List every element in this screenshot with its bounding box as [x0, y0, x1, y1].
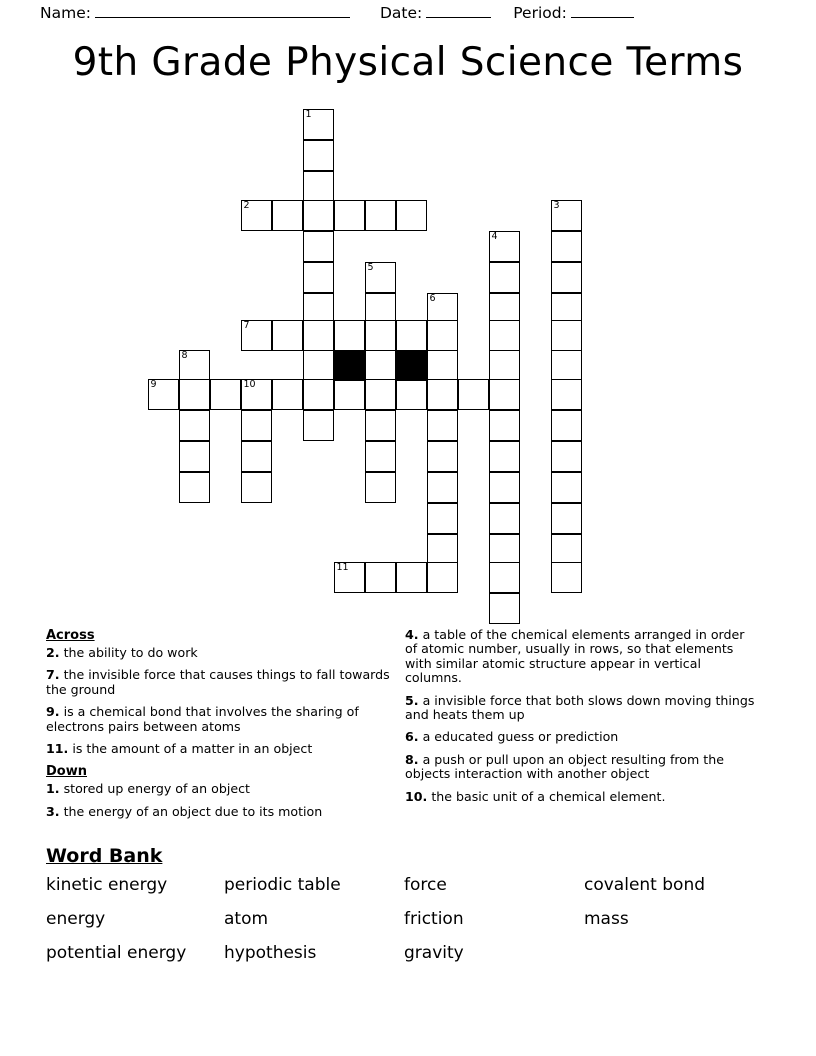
crossword-cell[interactable] — [551, 231, 582, 262]
crossword-cell[interactable] — [396, 562, 427, 593]
clue-text: is a chemical bond that involves the sharing of electrons pairs between atoms — [46, 704, 359, 734]
clue-text: a educated guess or prediction — [418, 729, 619, 745]
crossword-cell[interactable] — [489, 320, 520, 351]
name-label: Name: — [40, 4, 91, 22]
across-clue-7 — [46, 668, 391, 697]
crossword-cell[interactable] — [241, 410, 272, 441]
crossword-cell[interactable] — [551, 562, 582, 593]
crossword-cell[interactable] — [365, 262, 396, 293]
crossword-cell[interactable] — [427, 320, 458, 351]
crossword-cell-number: 8 — [181, 350, 188, 361]
clue-text: a invisible force that both slows down moving things and heats them up — [405, 692, 755, 723]
crossword-cell[interactable] — [303, 231, 334, 262]
clue-number: 3. — [46, 803, 60, 819]
down-clue-6 — [405, 730, 760, 744]
down-clue-3 — [46, 805, 391, 819]
across-clue-11 — [46, 742, 391, 756]
crossword-cell[interactable] — [303, 200, 334, 231]
crossword-cell[interactable] — [303, 379, 334, 410]
crossword-cell[interactable] — [551, 441, 582, 472]
word-bank-item[interactable]: energy — [46, 909, 106, 929]
crossword-cell[interactable] — [489, 593, 520, 624]
clue-text: stored up energy of an object — [59, 781, 250, 797]
word-bank-item[interactable]: potential energy — [46, 943, 187, 963]
crossword-cell[interactable] — [489, 534, 520, 565]
crossword-cell[interactable] — [427, 350, 458, 381]
crossword-cell[interactable] — [179, 410, 210, 441]
crossword-cell[interactable] — [179, 350, 210, 381]
crossword-cell[interactable] — [334, 320, 365, 351]
word-bank-item[interactable]: friction — [404, 909, 464, 929]
word-bank-item[interactable]: gravity — [404, 943, 464, 963]
crossword-blocked-cell — [334, 350, 365, 381]
crossword-blocked-cell — [396, 350, 427, 381]
clue-text: the basic unit of a chemical element. — [427, 788, 666, 804]
down-clue-1 — [46, 782, 391, 796]
word-bank-heading: Word Bank — [46, 845, 163, 867]
word-bank-item[interactable]: atom — [224, 909, 269, 929]
word-bank-item[interactable]: covalent bond — [584, 875, 706, 895]
crossword-cell[interactable] — [427, 562, 458, 593]
crossword-cell[interactable] — [551, 320, 582, 351]
clues-left-column — [46, 628, 391, 827]
clue-number: 11. — [46, 741, 69, 757]
crossword-cell[interactable] — [334, 379, 365, 410]
crossword-cell[interactable] — [365, 441, 396, 472]
crossword-cell[interactable] — [365, 410, 396, 441]
crossword-cell-number: 11 — [336, 562, 349, 573]
crossword-cell[interactable] — [272, 200, 303, 231]
down-heading: Down — [46, 764, 87, 780]
crossword-cell[interactable] — [551, 534, 582, 565]
crossword-cell[interactable] — [334, 200, 365, 231]
crossword-cell[interactable] — [551, 472, 582, 503]
down-clue-list-right — [405, 628, 760, 804]
down-clue-list-left — [46, 782, 391, 819]
clue-number: 5. — [405, 692, 419, 708]
crossword-cell[interactable] — [489, 410, 520, 441]
crossword-cell[interactable] — [489, 231, 520, 262]
crossword-cell-number: 2 — [243, 200, 250, 211]
crossword-cell-number: 1 — [305, 109, 312, 120]
crossword-cell[interactable] — [489, 441, 520, 472]
down-clue-8 — [405, 753, 760, 782]
crossword-cell[interactable] — [179, 441, 210, 472]
crossword-cell[interactable] — [551, 200, 582, 231]
crossword-cell-number: 5 — [367, 262, 374, 273]
crossword-cell[interactable] — [551, 503, 582, 534]
clue-text: a table of the chemical elements arranged in order of atomic number, usually in rows, so that elements with similar atomic structure appear in vertical columns. — [405, 627, 745, 686]
period-label: Period: — [513, 4, 567, 22]
crossword-cell[interactable] — [427, 379, 458, 410]
down-clue-10 — [405, 790, 760, 804]
crossword-cell[interactable] — [489, 503, 520, 534]
crossword-cell[interactable] — [148, 379, 179, 410]
crossword-cell[interactable] — [427, 441, 458, 472]
across-clue-list — [46, 646, 391, 756]
clue-number: 2. — [46, 645, 60, 660]
crossword-cell[interactable] — [241, 320, 272, 351]
across-clue-9 — [46, 705, 391, 734]
crossword-cell[interactable] — [489, 472, 520, 503]
clue-number: 8. — [405, 751, 419, 767]
crossword-cell[interactable] — [365, 379, 396, 410]
crossword-cell[interactable] — [551, 350, 582, 381]
clue-number: 4. — [405, 627, 419, 642]
crossword-cell[interactable] — [365, 350, 396, 381]
crossword-cell[interactable] — [303, 109, 334, 140]
word-bank-spacer — [584, 943, 764, 963]
crossword-cell[interactable] — [241, 200, 272, 231]
crossword-cell[interactable] — [303, 320, 334, 351]
crossword-cell-number: 9 — [150, 379, 157, 390]
clue-number: 9. — [46, 704, 60, 720]
crossword-cell[interactable] — [241, 441, 272, 472]
crossword-cell[interactable] — [489, 262, 520, 293]
word-bank — [46, 845, 776, 963]
crossword-cell[interactable] — [489, 379, 520, 410]
crossword-cell[interactable] — [272, 379, 303, 410]
crossword-cell[interactable] — [396, 379, 427, 410]
date-label: Date: — [379, 4, 423, 22]
clue-text: the invisible force that causes things to fall towards the ground — [46, 667, 390, 697]
down-clue-4 — [405, 628, 760, 686]
crossword-cell[interactable] — [427, 472, 458, 503]
crossword-cell[interactable] — [489, 562, 520, 593]
word-bank-item[interactable]: mass — [584, 909, 629, 929]
word-bank-list — [46, 875, 776, 963]
crossword-cell[interactable] — [241, 472, 272, 503]
clue-text: the ability to do work — [59, 645, 198, 660]
crossword-cell[interactable] — [396, 200, 427, 231]
crossword-cell-number: 3 — [553, 200, 560, 211]
clue-number: 7. — [46, 667, 60, 683]
word-bank-item[interactable]: hypothesis — [224, 943, 317, 963]
crossword-cell[interactable] — [365, 472, 396, 503]
crossword-cell[interactable] — [303, 140, 334, 171]
worksheet-title: 9th Grade Physical Science Terms — [72, 40, 744, 85]
crossword-cell[interactable] — [241, 379, 272, 410]
crossword-cell[interactable] — [551, 262, 582, 293]
crossword-cell[interactable] — [396, 320, 427, 351]
crossword-cell[interactable] — [179, 379, 210, 410]
crossword-cell[interactable] — [365, 320, 396, 351]
crossword-cell[interactable] — [427, 534, 458, 565]
word-bank-item[interactable]: force — [404, 875, 447, 895]
across-clue-2 — [46, 646, 391, 660]
clue-number: 10. — [405, 788, 428, 804]
word-bank-item[interactable]: periodic table — [224, 875, 341, 895]
crossword-cell[interactable] — [458, 379, 489, 410]
clue-text: a push or pull upon an object resulting from the objects interaction with another object — [405, 751, 724, 782]
crossword-cell[interactable] — [489, 350, 520, 381]
crossword-cell[interactable] — [551, 410, 582, 441]
crossword-cell-number: 4 — [491, 231, 498, 242]
crossword-cell[interactable] — [427, 503, 458, 534]
clue-number: 6. — [405, 729, 419, 745]
crossword-cell[interactable] — [179, 472, 210, 503]
clue-text: is the amount of a matter in an object — [68, 741, 313, 757]
crossword-cell-number: 6 — [429, 293, 436, 304]
crossword-cell[interactable] — [303, 171, 334, 202]
crossword-cell[interactable] — [551, 379, 582, 410]
crossword-cell[interactable] — [303, 350, 334, 381]
crossword-cell[interactable] — [365, 200, 396, 231]
word-bank-item[interactable]: kinetic energy — [46, 875, 168, 895]
clues-right-column — [405, 628, 760, 812]
crossword-cell[interactable] — [334, 562, 365, 593]
crossword-cell[interactable] — [210, 379, 241, 410]
across-heading: Across — [46, 628, 95, 643]
clue-text: the energy of an object due to its motion — [59, 803, 323, 819]
crossword-cell-number: 10 — [243, 379, 256, 390]
crossword-cell[interactable] — [303, 262, 334, 293]
down-clue-5 — [405, 694, 760, 723]
crossword-cell[interactable] — [365, 562, 396, 593]
crossword-cell-number: 7 — [243, 320, 250, 331]
crossword-cell[interactable] — [427, 410, 458, 441]
crossword-cell[interactable] — [272, 320, 303, 351]
clue-number: 1. — [46, 781, 60, 797]
crossword-cell[interactable] — [303, 410, 334, 441]
